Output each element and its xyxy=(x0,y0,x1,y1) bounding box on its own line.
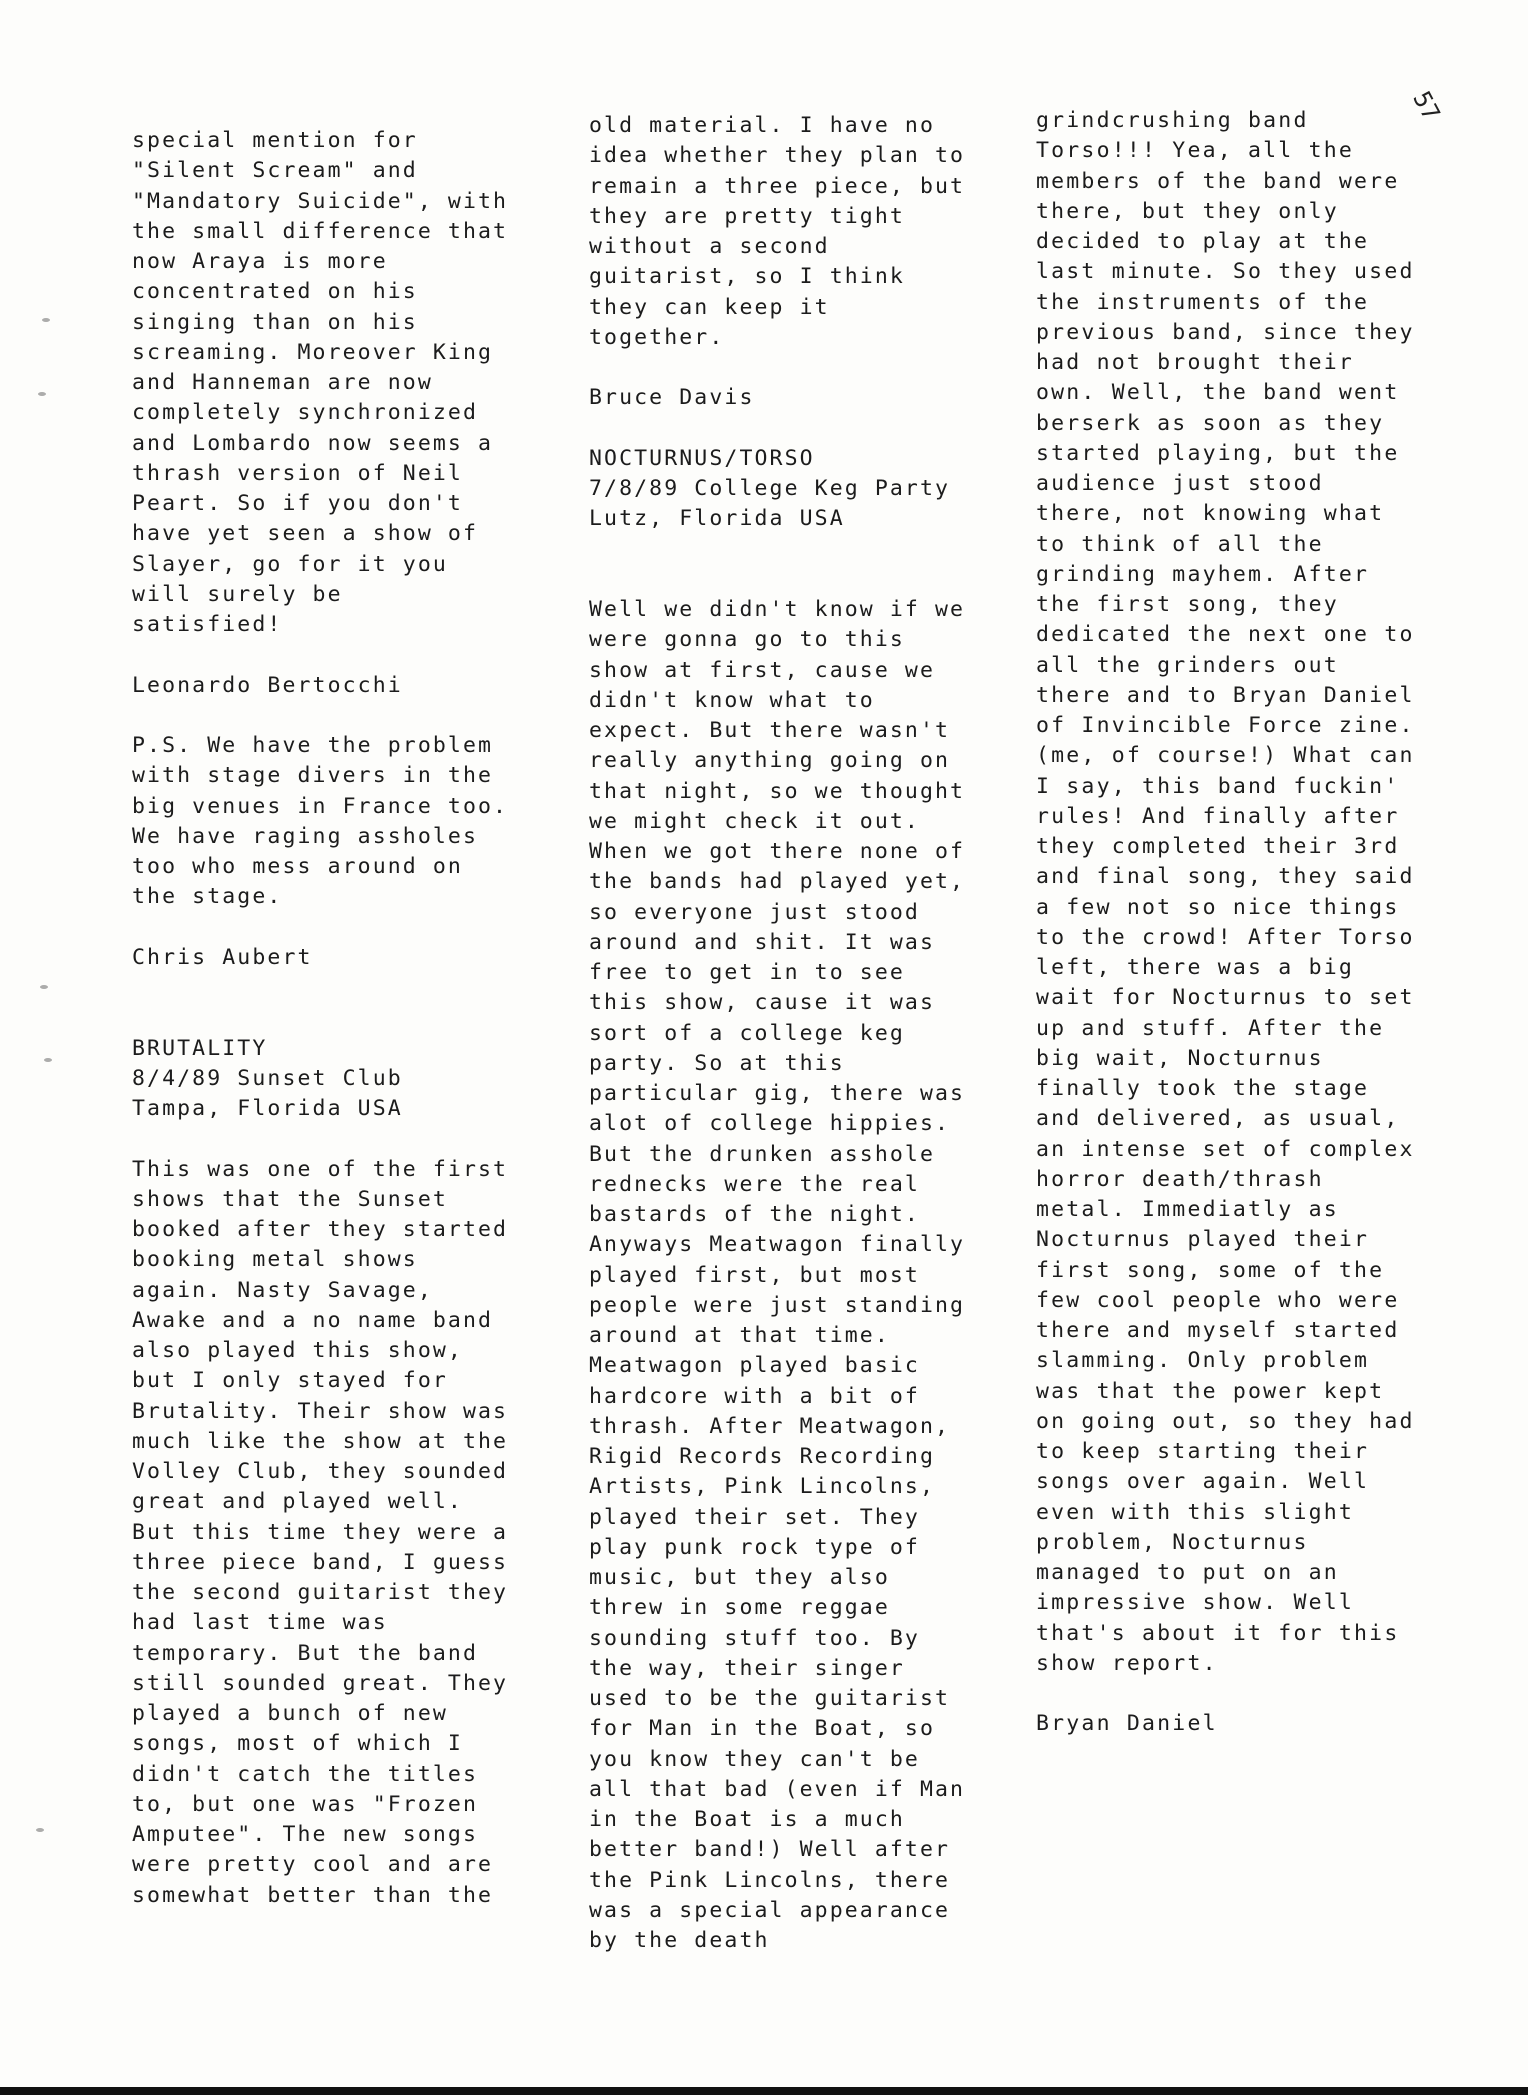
text-line: to, but one was "Frozen xyxy=(132,1792,479,1817)
text-line: the stage. xyxy=(132,884,283,909)
text-line: this show, cause it was xyxy=(589,990,936,1015)
text-line: there, but they only xyxy=(1036,199,1339,224)
text-line: and Hanneman are now xyxy=(132,370,433,395)
text-line: used to be the guitarist xyxy=(589,1686,951,1711)
text-line: slamming. Only problem xyxy=(1036,1348,1370,1373)
text-line: Awake and a no name band xyxy=(132,1308,494,1333)
text-line: people were just standing xyxy=(589,1293,966,1318)
text-line: Slayer, go for it you xyxy=(132,552,448,577)
text-line: was a special appearance xyxy=(589,1898,951,1923)
text-line: Torso!!! Yea, all the xyxy=(1036,138,1355,163)
text-line: Bryan Daniel xyxy=(1036,1711,1218,1736)
text-line: thrash version of Neil xyxy=(132,461,463,486)
text-line: special mention for xyxy=(132,128,418,153)
text-line: you know they can't be xyxy=(589,1747,920,1772)
text-line: (me, of course!) What can xyxy=(1036,743,1415,768)
text-line: that night, so we thought xyxy=(589,779,966,804)
text-line: dedicated the next one to xyxy=(1036,622,1415,647)
text-line: threw in some reggae xyxy=(589,1595,890,1620)
text-line: managed to put on an xyxy=(1036,1560,1339,1585)
text-line: screaming. Moreover King xyxy=(132,340,494,365)
text-line: hardcore with a bit of xyxy=(589,1384,920,1409)
text-line: Anyways Meatwagon finally xyxy=(589,1232,966,1257)
text-line: great and played well. xyxy=(132,1489,463,1514)
text-line: bastards of the night. xyxy=(589,1202,920,1227)
text-line: Lutz, Florida USA xyxy=(589,506,845,531)
text-line: guitarist, so I think xyxy=(589,264,905,289)
text-line: rednecks were the real xyxy=(589,1172,920,1197)
text-line: Rigid Records Recording xyxy=(589,1444,936,1469)
text-line: much like the show at the xyxy=(132,1429,509,1454)
text-line: members of the band were xyxy=(1036,169,1400,194)
text-line: party. So at this xyxy=(589,1051,845,1076)
text-line: the bands had played yet, xyxy=(589,869,966,894)
text-line: P.S. We have the problem xyxy=(132,733,494,758)
text-line: remain a three piece, but xyxy=(589,174,966,199)
text-line: concentrated on his xyxy=(132,279,418,304)
text-line: BRUTALITY xyxy=(132,1036,268,1061)
text-line: of Invincible Force zine. xyxy=(1036,713,1415,738)
margin-speck xyxy=(36,1828,44,1832)
text-line: completely synchronized xyxy=(132,400,479,425)
text-line: was that the power kept xyxy=(1036,1379,1385,1404)
text-line: first song, some of the xyxy=(1036,1258,1385,1283)
text-line: expect. But there wasn't xyxy=(589,718,951,743)
text-line: played a bunch of new xyxy=(132,1701,448,1726)
text-line: the instruments of the xyxy=(1036,290,1370,315)
text-line: singing than on his xyxy=(132,310,418,335)
text-line: an intense set of complex xyxy=(1036,1137,1415,1162)
text-line: Meatwagon played basic xyxy=(589,1353,920,1378)
text-line: Chris Aubert xyxy=(132,945,313,970)
text-line: When we got there none of xyxy=(589,839,966,864)
margin-speck xyxy=(42,318,50,322)
text-line: started playing, but the xyxy=(1036,441,1400,466)
text-line: Peart. So if you don't xyxy=(132,491,463,516)
text-line: there and myself started xyxy=(1036,1318,1400,1343)
text-line: with stage divers in the xyxy=(132,763,494,788)
text-line: "Mandatory Suicide", with xyxy=(132,189,509,214)
text-line: satisfied! xyxy=(132,612,283,637)
text-line: songs, most of which I xyxy=(132,1731,463,1756)
text-line: had last time was xyxy=(132,1610,388,1635)
text-line: big venues in France too. xyxy=(132,794,509,819)
text-line: Volley Club, they sounded xyxy=(132,1459,509,1484)
text-line: together. xyxy=(589,325,725,350)
text-line: there and to Bryan Daniel xyxy=(1036,683,1415,708)
text-line: around and shit. It was xyxy=(589,930,936,955)
text-line: still sounded great. They xyxy=(132,1671,509,1696)
text-line: so everyone just stood xyxy=(589,900,920,925)
text-line: We have raging assholes xyxy=(132,824,479,849)
text-line: too who mess around on xyxy=(132,854,463,879)
text-line: had not brought their xyxy=(1036,350,1355,375)
text-line: for Man in the Boat, so xyxy=(589,1716,936,1741)
text-line: "Silent Scream" and xyxy=(132,158,418,183)
text-line: and delivered, as usual, xyxy=(1036,1106,1400,1131)
text-line: berserk as soon as they xyxy=(1036,411,1385,436)
text-line: show at first, cause we xyxy=(589,658,936,683)
text-line: play punk rock type of xyxy=(589,1535,920,1560)
text-line: shows that the Sunset xyxy=(132,1187,448,1212)
text-line: booked after they started xyxy=(132,1217,509,1242)
text-line: metal. Immediatly as xyxy=(1036,1197,1339,1222)
text-line: around at that time. xyxy=(589,1323,890,1348)
text-line: problem, Nocturnus xyxy=(1036,1530,1309,1555)
text-line: audience just stood xyxy=(1036,471,1324,496)
scan-edge xyxy=(0,2087,1528,2095)
text-line: also played this show, xyxy=(132,1338,463,1363)
text-line: that's about it for this xyxy=(1036,1621,1400,1646)
margin-speck xyxy=(40,985,48,989)
text-line: in the Boat is a much xyxy=(589,1807,905,1832)
text-line: horror death/thrash xyxy=(1036,1167,1324,1192)
text-line: there, not knowing what xyxy=(1036,501,1385,526)
text-line: they are pretty tight xyxy=(589,204,905,229)
text-line: the small difference that xyxy=(132,219,509,244)
margin-speck xyxy=(44,1058,52,1062)
text-line: without a second xyxy=(589,234,830,259)
text-line: again. Nasty Savage, xyxy=(132,1278,433,1303)
text-line: old material. I have no xyxy=(589,113,936,138)
text-line: decided to play at the xyxy=(1036,229,1370,254)
text-line: even with this slight xyxy=(1036,1500,1355,1525)
text-line: up and stuff. After the xyxy=(1036,1016,1385,1041)
text-line: and final song, they said xyxy=(1036,864,1415,889)
text-line: didn't catch the titles xyxy=(132,1762,479,1787)
text-line: will surely be xyxy=(132,582,343,607)
text-line: three piece band, I guess xyxy=(132,1550,509,1575)
text-line: played their set. They xyxy=(589,1505,920,1530)
text-line: rules! And finally after xyxy=(1036,804,1400,829)
text-line: were gonna go to this xyxy=(589,627,905,652)
text-line: free to get in to see xyxy=(589,960,905,985)
text-line: all that bad (even if Man xyxy=(589,1777,966,1802)
text-line: Tampa, Florida USA xyxy=(132,1096,403,1121)
page-number: 57 xyxy=(1407,86,1446,126)
text-line: better band!) Well after xyxy=(589,1837,951,1862)
text-line: few cool people who were xyxy=(1036,1288,1400,1313)
text-line: Well we didn't know if we xyxy=(589,597,966,622)
text-line: the second guitarist they xyxy=(132,1580,509,1605)
text-line: left, there was a big xyxy=(1036,955,1355,980)
text-line: have yet seen a show of xyxy=(132,521,479,546)
text-line: a few not so nice things xyxy=(1036,895,1400,920)
text-line: temporary. But the band xyxy=(132,1641,479,1666)
text-line: particular gig, there was xyxy=(589,1081,966,1106)
text-line: NOCTURNUS/TORSO xyxy=(589,446,815,471)
text-line: show report. xyxy=(1036,1651,1218,1676)
text-line: big wait, Nocturnus xyxy=(1036,1046,1324,1071)
text-line: But the drunken asshole xyxy=(589,1142,936,1167)
text-line: impressive show. Well xyxy=(1036,1590,1355,1615)
text-line: really anything going on xyxy=(589,748,951,773)
text-line: the way, their singer xyxy=(589,1656,905,1681)
text-line: the Pink Lincolns, there xyxy=(589,1868,951,1893)
text-line: but I only stayed for xyxy=(132,1368,448,1393)
text-line: But this time they were a xyxy=(132,1520,509,1545)
text-line: grinding mayhem. After xyxy=(1036,562,1370,587)
text-line: grindcrushing band xyxy=(1036,108,1309,133)
text-line: we might check it out. xyxy=(589,809,920,834)
text-line: and Lombardo now seems a xyxy=(132,431,494,456)
text-line: thrash. After Meatwagon, xyxy=(589,1414,951,1439)
text-line: played first, but most xyxy=(589,1263,920,1288)
text-line: on going out, so they had xyxy=(1036,1409,1415,1434)
text-line: somewhat better than the xyxy=(132,1883,494,1908)
text-line: to think of all the xyxy=(1036,532,1324,557)
text-line: idea whether they plan to xyxy=(589,143,966,168)
text-line: finally took the stage xyxy=(1036,1076,1370,1101)
text-line: I say, this band fuckin' xyxy=(1036,774,1400,799)
text-line: songs over again. Well xyxy=(1036,1469,1370,1494)
margin-speck xyxy=(38,392,46,396)
text-line: last minute. So they used xyxy=(1036,259,1415,284)
text-line: Amputee". The new songs xyxy=(132,1822,479,1847)
text-line: were pretty cool and are xyxy=(132,1852,494,1877)
text-line: Nocturnus played their xyxy=(1036,1227,1370,1252)
text-line: the first song, they xyxy=(1036,592,1339,617)
text-line: previous band, since they xyxy=(1036,320,1415,345)
text-line: Artists, Pink Lincolns, xyxy=(589,1474,936,1499)
text-line: now Araya is more xyxy=(132,249,388,274)
text-line: alot of college hippies. xyxy=(589,1111,951,1136)
text-line: didn't know what to xyxy=(589,688,875,713)
text-line: Brutality. Their show was xyxy=(132,1399,509,1424)
text-line: 7/8/89 College Keg Party xyxy=(589,476,951,501)
text-line: they completed their 3rd xyxy=(1036,834,1400,859)
text-line: sounding stuff too. By xyxy=(589,1626,920,1651)
text-line: Bruce Davis xyxy=(589,385,755,410)
text-line: they can keep it xyxy=(589,295,830,320)
text-line: to keep starting their xyxy=(1036,1439,1370,1464)
text-line: booking metal shows xyxy=(132,1247,418,1272)
text-line: all the grinders out xyxy=(1036,653,1339,678)
text-line: by the death xyxy=(589,1928,770,1953)
text-line: music, but they also xyxy=(589,1565,890,1590)
text-line: wait for Nocturnus to set xyxy=(1036,985,1415,1010)
text-line: own. Well, the band went xyxy=(1036,380,1400,405)
text-line: Leonardo Bertocchi xyxy=(132,673,403,698)
text-line: 8/4/89 Sunset Club xyxy=(132,1066,403,1091)
text-line: This was one of the first xyxy=(132,1157,509,1182)
text-line: sort of a college keg xyxy=(589,1021,905,1046)
text-line: to the crowd! After Torso xyxy=(1036,925,1415,950)
